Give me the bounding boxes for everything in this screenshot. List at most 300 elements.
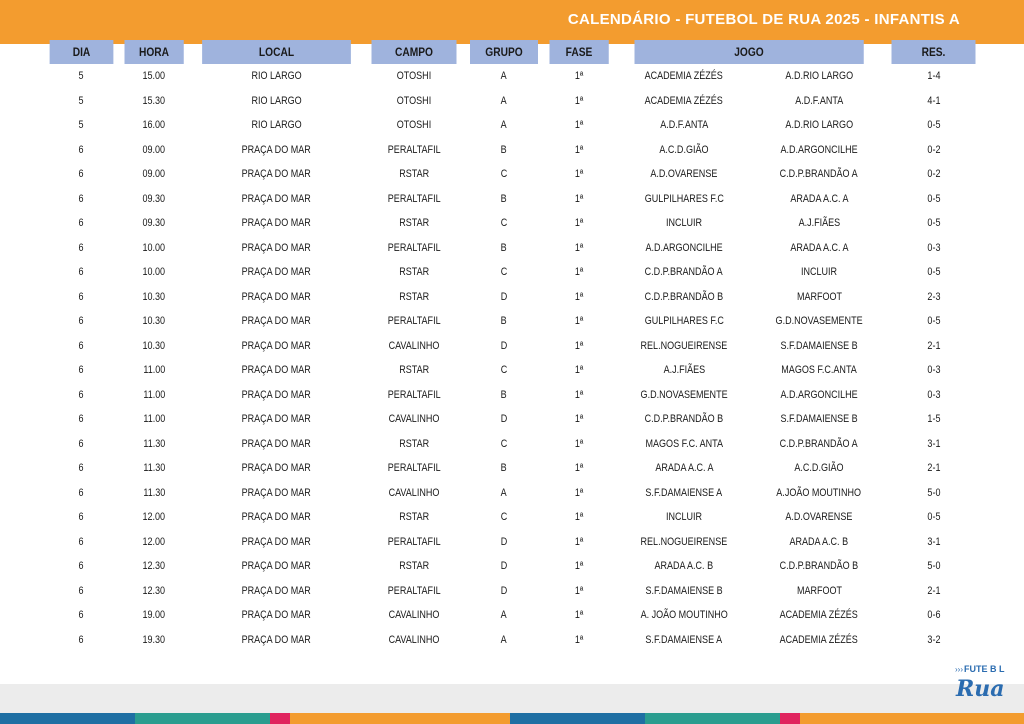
cell-result-text: 0-3 <box>926 241 941 254</box>
cell-team-away <box>754 407 884 432</box>
cell-team-home <box>614 456 754 481</box>
cell-grupo-text: C <box>500 168 508 181</box>
cell-hora-text: 10.00 <box>142 266 166 279</box>
cell-team-home <box>614 432 754 457</box>
cell-hora-text: 15.30 <box>142 94 166 107</box>
cell-grupo-text: C <box>500 364 508 377</box>
cell-local-text: PRAÇA DO MAR <box>241 143 312 156</box>
cell-campo <box>364 138 464 163</box>
cell-fase <box>544 481 614 506</box>
cell-dia <box>44 383 119 408</box>
cell-hora-text: 12.30 <box>142 560 166 573</box>
cell-campo-text: RSTAR <box>399 168 429 181</box>
cell-team-home <box>614 603 754 628</box>
cell-team-home-text: INCLUIR <box>665 511 703 524</box>
cell-team-away-text: MAGOS F.C.ANTA <box>781 364 857 377</box>
cell-dia-text: 6 <box>78 339 85 352</box>
cell-local-text: PRAÇA DO MAR <box>241 290 312 303</box>
cell-dia-text: 6 <box>78 511 85 524</box>
cell-local-text: PRAÇA DO MAR <box>241 241 312 254</box>
cell-result <box>884 309 983 334</box>
cell-local-text: PRAÇA DO MAR <box>241 462 312 475</box>
logo-line2: Rua <box>956 676 1005 702</box>
cell-local <box>189 64 364 89</box>
cell-team-home <box>614 138 754 163</box>
cell-team-home-text: GULPILHARES F.C <box>644 192 724 205</box>
cell-dia-text: 6 <box>78 364 85 377</box>
cell-local <box>189 138 364 163</box>
cell-team-away-text: S.F.DAMAIENSE B <box>780 413 858 426</box>
cell-fase-text: 1ª <box>574 486 584 499</box>
cell-team-away <box>754 187 884 212</box>
cell-campo-text: CAVALINHO <box>388 633 440 646</box>
cell-dia-text: 5 <box>78 70 85 83</box>
cell-result-text: 3-1 <box>926 437 941 450</box>
cell-team-home-text: G.D.NOVASEMENTE <box>640 388 728 401</box>
cell-dia-text: 6 <box>78 560 85 573</box>
cell-team-home <box>614 309 754 334</box>
cell-team-away <box>754 628 884 653</box>
cell-hora <box>119 236 189 261</box>
cell-team-away <box>754 383 884 408</box>
cell-dia <box>44 530 119 555</box>
cell-team-away <box>754 554 884 579</box>
cell-result-text: 2-1 <box>926 584 941 597</box>
cell-team-away-text: A.C.D.GIÃO <box>794 462 844 475</box>
cell-hora <box>119 358 189 383</box>
table-row <box>44 113 983 138</box>
cell-grupo <box>464 481 544 506</box>
cell-team-home <box>614 358 754 383</box>
cell-hora <box>119 407 189 432</box>
cell-team-away-text: C.D.P.BRANDÃO A <box>779 437 859 450</box>
cell-dia-text: 6 <box>78 486 85 499</box>
cell-team-home-text: REL.NOGUEIRENSE <box>640 535 728 548</box>
table-row <box>44 260 983 285</box>
cell-grupo-text: B <box>500 192 508 205</box>
cell-fase <box>544 138 614 163</box>
cell-team-home <box>614 187 754 212</box>
cell-dia-text: 5 <box>78 94 85 107</box>
cell-hora <box>119 334 189 359</box>
cell-campo-text: RSTAR <box>399 437 429 450</box>
cell-campo <box>364 432 464 457</box>
cell-fase <box>544 554 614 579</box>
cell-hora <box>119 603 189 628</box>
cell-result <box>884 432 983 457</box>
cell-grupo-text: D <box>500 290 508 303</box>
cell-result <box>884 407 983 432</box>
cell-hora-text: 12.00 <box>142 535 166 548</box>
cell-grupo-text: B <box>500 315 508 328</box>
cell-grupo-text: C <box>500 217 508 230</box>
col-header-res: RES. <box>891 40 975 64</box>
cell-fase <box>544 456 614 481</box>
col-header-jogo: JOGO <box>634 40 864 64</box>
table-body <box>44 64 983 652</box>
cell-grupo-text: D <box>500 535 508 548</box>
cell-dia <box>44 89 119 114</box>
cell-team-home <box>614 579 754 604</box>
cell-fase-text: 1ª <box>574 315 584 328</box>
table-row <box>44 162 983 187</box>
table-row <box>44 187 983 212</box>
cell-grupo-text: C <box>500 266 508 279</box>
cell-dia <box>44 579 119 604</box>
cell-team-home <box>614 162 754 187</box>
cell-local-text: PRAÇA DO MAR <box>241 413 312 426</box>
table-row <box>44 334 983 359</box>
cell-result <box>884 285 983 310</box>
cell-result <box>884 89 983 114</box>
cell-result <box>884 505 983 530</box>
table-row <box>44 89 983 114</box>
cell-team-home-text: GULPILHARES F.C <box>644 315 724 328</box>
cell-campo <box>364 260 464 285</box>
cell-local <box>189 407 364 432</box>
cell-team-home <box>614 113 754 138</box>
cell-campo-text: OTOSHI <box>396 70 432 83</box>
footer-stripe <box>780 713 800 724</box>
cell-hora-text: 11.00 <box>143 388 165 401</box>
cell-campo <box>364 383 464 408</box>
table-row <box>44 628 983 653</box>
cell-team-home-text: REL.NOGUEIRENSE <box>640 339 728 352</box>
cell-grupo <box>464 358 544 383</box>
cell-result <box>884 138 983 163</box>
cell-campo <box>364 211 464 236</box>
cell-grupo <box>464 260 544 285</box>
cell-team-home-text: A.D.F.ANTA <box>660 119 708 132</box>
cell-dia <box>44 211 119 236</box>
cell-local <box>189 285 364 310</box>
cell-fase <box>544 211 614 236</box>
cell-result <box>884 603 983 628</box>
cell-result-text: 0-3 <box>926 388 941 401</box>
cell-grupo-text: C <box>500 437 508 450</box>
cell-campo <box>364 236 464 261</box>
cell-dia-text: 6 <box>78 535 85 548</box>
cell-local-text: PRAÇA DO MAR <box>241 217 312 230</box>
cell-campo <box>364 113 464 138</box>
cell-local-text: RIO LARGO <box>251 94 302 107</box>
cell-hora-text: 12.30 <box>142 584 166 597</box>
cell-fase-text: 1ª <box>574 339 584 352</box>
cell-hora-text: 11.30 <box>143 486 165 499</box>
cell-hora-text: 10.30 <box>142 315 166 328</box>
cell-fase-text: 1ª <box>574 364 584 377</box>
cell-local <box>189 334 364 359</box>
cell-campo <box>364 358 464 383</box>
cell-fase <box>544 64 614 89</box>
cell-fase <box>544 113 614 138</box>
cell-team-away-text: A.D.RIO LARGO <box>785 119 853 132</box>
cell-grupo <box>464 334 544 359</box>
cell-campo <box>364 309 464 334</box>
cell-team-home <box>614 554 754 579</box>
cell-dia-text: 6 <box>78 633 85 646</box>
cell-team-away <box>754 260 884 285</box>
cell-team-away <box>754 358 884 383</box>
cell-local <box>189 628 364 653</box>
cell-team-home-text: INCLUIR <box>665 217 703 230</box>
cell-team-home <box>614 530 754 555</box>
footer-stripe <box>800 713 1024 724</box>
cell-dia-text: 6 <box>78 437 85 450</box>
cell-result <box>884 579 983 604</box>
cell-team-home-text: A.D.OVARENSE <box>650 168 718 181</box>
cell-grupo <box>464 383 544 408</box>
cell-result-text: 5-0 <box>926 486 941 499</box>
cell-dia <box>44 603 119 628</box>
cell-team-home-text: MAGOS F.C. ANTA <box>645 437 723 450</box>
cell-team-home-text: ACADEMIA ZÉZÉS <box>644 70 724 83</box>
cell-hora <box>119 211 189 236</box>
cell-local-text: PRAÇA DO MAR <box>241 609 312 622</box>
cell-hora <box>119 383 189 408</box>
cell-team-home <box>614 236 754 261</box>
cell-dia <box>44 64 119 89</box>
cell-hora <box>119 432 189 457</box>
cell-campo-text: RSTAR <box>399 560 429 573</box>
table-row <box>44 407 983 432</box>
cell-campo <box>364 89 464 114</box>
cell-dia <box>44 407 119 432</box>
cell-grupo-text: B <box>500 388 508 401</box>
footer-stripes <box>0 713 1024 724</box>
cell-local <box>189 187 364 212</box>
cell-hora <box>119 579 189 604</box>
table-row <box>44 432 983 457</box>
cell-campo-text: CAVALINHO <box>388 339 440 352</box>
footer-stripe <box>0 713 135 724</box>
cell-hora-text: 09.30 <box>142 192 166 205</box>
cell-grupo-text: A <box>500 70 508 83</box>
cell-local <box>189 554 364 579</box>
cell-hora-text: 10.00 <box>142 241 166 254</box>
cell-local-text: PRAÇA DO MAR <box>241 266 312 279</box>
cell-dia <box>44 138 119 163</box>
cell-team-home-text: A. JOÃO MOUTINHO <box>640 609 728 622</box>
cell-team-away-text: C.D.P.BRANDÃO A <box>779 168 859 181</box>
cell-hora-text: 09.00 <box>142 143 166 156</box>
cell-team-home <box>614 285 754 310</box>
table-row <box>44 285 983 310</box>
cell-fase-text: 1ª <box>574 388 584 401</box>
cell-campo <box>364 628 464 653</box>
cell-fase <box>544 260 614 285</box>
table-row <box>44 211 983 236</box>
table-row <box>44 309 983 334</box>
cell-team-away-text: A.D.RIO LARGO <box>785 70 853 83</box>
cell-team-away <box>754 530 884 555</box>
cell-campo-text: RSTAR <box>399 266 429 279</box>
chevron-icon: ››› <box>955 665 963 674</box>
cell-grupo <box>464 285 544 310</box>
footer-stripe <box>290 713 510 724</box>
cell-fase <box>544 432 614 457</box>
cell-local <box>189 456 364 481</box>
cell-dia-text: 6 <box>78 217 85 230</box>
cell-result-text: 5-0 <box>926 560 941 573</box>
cell-dia-text: 6 <box>78 192 85 205</box>
cell-result <box>884 481 983 506</box>
cell-team-home-text: S.F.DAMAIENSE A <box>645 633 723 646</box>
cell-dia <box>44 260 119 285</box>
cell-grupo <box>464 309 544 334</box>
cell-local-text: RIO LARGO <box>251 119 302 132</box>
cell-result-text: 2-1 <box>926 462 941 475</box>
cell-team-away-text: ARADA A.C. B <box>789 535 849 548</box>
cell-team-away <box>754 211 884 236</box>
col-header-campo: CAMPO <box>372 40 457 64</box>
cell-campo-text: PERALTAFIL <box>387 535 441 548</box>
cell-fase-text: 1ª <box>574 119 584 132</box>
cell-team-home-text: ACADEMIA ZÉZÉS <box>644 94 724 107</box>
cell-hora-text: 09.30 <box>142 217 166 230</box>
cell-dia <box>44 187 119 212</box>
cell-fase-text: 1ª <box>574 241 584 254</box>
table-row <box>44 236 983 261</box>
cell-campo <box>364 285 464 310</box>
cell-fase <box>544 358 614 383</box>
cell-local <box>189 211 364 236</box>
cell-team-away <box>754 64 884 89</box>
col-header-hora: HORA <box>124 40 184 64</box>
cell-team-away-text: A.JOÃO MOUTINHO <box>776 486 862 499</box>
cell-result <box>884 334 983 359</box>
cell-hora <box>119 89 189 114</box>
cell-hora-text: 19.30 <box>142 633 166 646</box>
cell-hora-text: 10.30 <box>142 290 166 303</box>
cell-team-away <box>754 456 884 481</box>
cell-grupo-text: A <box>500 486 508 499</box>
futebol-rua-logo <box>952 663 1012 711</box>
cell-local <box>189 162 364 187</box>
footer-stripe <box>135 713 270 724</box>
cell-fase <box>544 628 614 653</box>
footer-stripe <box>645 713 780 724</box>
cell-dia <box>44 432 119 457</box>
cell-grupo <box>464 505 544 530</box>
cell-team-home-text: S.F.DAMAIENSE A <box>645 486 723 499</box>
cell-hora <box>119 456 189 481</box>
cell-team-away <box>754 285 884 310</box>
cell-hora <box>119 309 189 334</box>
cell-team-away-text: C.D.P.BRANDÃO B <box>779 560 859 573</box>
cell-team-away <box>754 432 884 457</box>
cell-dia-text: 5 <box>78 119 85 132</box>
cell-grupo <box>464 432 544 457</box>
cell-dia <box>44 162 119 187</box>
cell-campo <box>364 162 464 187</box>
header-bar <box>0 0 1024 44</box>
cell-campo <box>364 187 464 212</box>
cell-team-away <box>754 603 884 628</box>
cell-team-away <box>754 113 884 138</box>
cell-result <box>884 456 983 481</box>
cell-local-text: PRAÇA DO MAR <box>241 388 312 401</box>
cell-hora-text: 15.00 <box>142 70 166 83</box>
cell-local-text: PRAÇA DO MAR <box>241 535 312 548</box>
col-header-fase: FASE <box>549 40 609 64</box>
cell-campo <box>364 456 464 481</box>
cell-campo <box>364 64 464 89</box>
cell-local <box>189 579 364 604</box>
cell-grupo <box>464 530 544 555</box>
cell-team-away <box>754 505 884 530</box>
footer-stripe <box>270 713 290 724</box>
cell-grupo <box>464 211 544 236</box>
cell-local-text: RIO LARGO <box>251 70 302 83</box>
cell-result-text: 3-2 <box>926 633 941 646</box>
cell-dia-text: 6 <box>78 168 85 181</box>
cell-team-away-text: ARADA A.C. A <box>789 241 849 254</box>
cell-fase-text: 1ª <box>574 217 584 230</box>
col-header-dia: DIA <box>50 40 114 64</box>
cell-team-away-text: A.D.ARGONCILHE <box>780 388 858 401</box>
cell-local <box>189 505 364 530</box>
cell-team-away-text: MARFOOT <box>796 584 842 597</box>
cell-team-home <box>614 260 754 285</box>
cell-campo-text: PERALTAFIL <box>387 192 441 205</box>
cell-local <box>189 260 364 285</box>
table-row <box>44 383 983 408</box>
cell-fase-text: 1ª <box>574 70 584 83</box>
table-row <box>44 456 983 481</box>
cell-hora-text: 11.00 <box>143 364 165 377</box>
table-row <box>44 554 983 579</box>
cell-grupo-text: B <box>500 241 508 254</box>
table-row <box>44 358 983 383</box>
cell-team-home-text: ARADA A.C. A <box>654 462 714 475</box>
footer-band <box>0 684 1024 714</box>
cell-hora <box>119 260 189 285</box>
cell-team-away-text: MARFOOT <box>796 290 842 303</box>
col-header-grupo: GRUPO <box>470 40 538 64</box>
cell-team-away-text: ARADA A.C. A <box>789 192 849 205</box>
cell-dia-text: 6 <box>78 462 85 475</box>
cell-campo <box>364 481 464 506</box>
table-row <box>44 505 983 530</box>
cell-result <box>884 530 983 555</box>
cell-dia-text: 6 <box>78 413 85 426</box>
cell-team-home <box>614 628 754 653</box>
cell-campo-text: RSTAR <box>399 290 429 303</box>
cell-grupo-text: A <box>500 94 508 107</box>
cell-grupo <box>464 64 544 89</box>
table-row <box>44 481 983 506</box>
cell-hora <box>119 481 189 506</box>
cell-hora-text: 16.00 <box>142 119 166 132</box>
cell-result-text: 3-1 <box>926 535 941 548</box>
cell-result-text: 0-2 <box>926 168 941 181</box>
cell-hora <box>119 162 189 187</box>
cell-campo <box>364 407 464 432</box>
cell-local <box>189 89 364 114</box>
cell-hora <box>119 138 189 163</box>
cell-result-text: 1-4 <box>926 70 941 83</box>
cell-team-away-text: A.J.FIÃES <box>798 217 840 230</box>
cell-team-home <box>614 334 754 359</box>
cell-grupo-text: A <box>500 119 508 132</box>
cell-team-home-text: C.D.P.BRANDÃO A <box>644 266 724 279</box>
cell-result <box>884 383 983 408</box>
cell-team-home-text: A.C.D.GIÃO <box>659 143 709 156</box>
cell-hora <box>119 187 189 212</box>
cell-hora-text: 10.30 <box>142 339 166 352</box>
cell-hora <box>119 113 189 138</box>
